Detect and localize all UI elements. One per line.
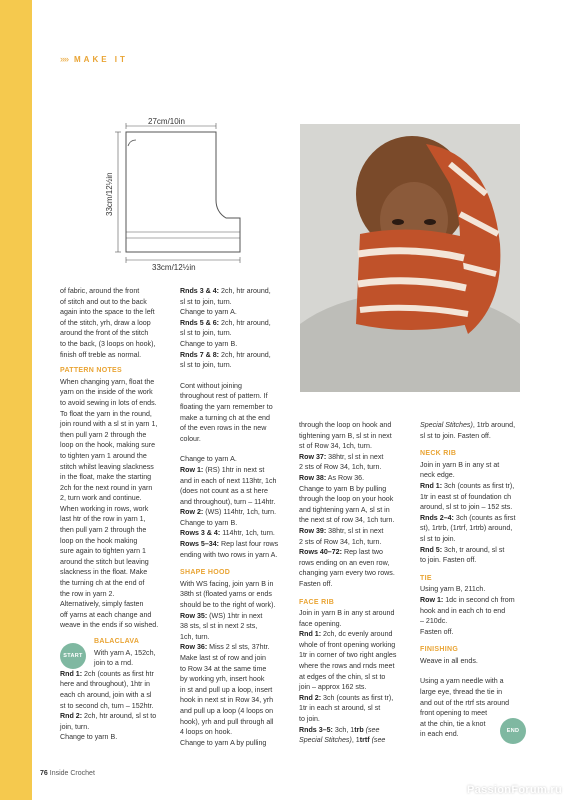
neck-rib-heading: NECK RIB: [420, 450, 457, 458]
text-line: and out of the rtrf sts around: [420, 698, 510, 707]
row-label: Rows 40–72:: [299, 548, 342, 557]
text-line: To float the yarn in the round,: [60, 409, 152, 418]
round-label: Rnds 3–5:: [299, 725, 333, 734]
text-line: sure again to tighten yarn 1: [60, 547, 146, 556]
text-line: loop on the hook, making sure: [60, 441, 156, 450]
row-label: Row 1:: [420, 595, 444, 604]
page-footer: [40, 770, 95, 777]
round-label: Rnd 1:: [420, 481, 443, 490]
text-line: again into the space to the left: [60, 308, 155, 317]
text-line: at the chin, tie a knot: [420, 719, 486, 728]
round-label: Rnd 1:: [299, 630, 322, 639]
text-line: [60, 711, 172, 722]
text-line: Make last st of row and join: [180, 654, 266, 662]
text-line: each ch around, join with a sl: [60, 690, 152, 699]
text-line: 1ch, turn.: [180, 632, 210, 641]
text-line: and pull up a loop (4 loops on: [180, 706, 274, 715]
text-line: Change to yarn B.: [180, 339, 238, 348]
text-line: finish off treble as normal.: [60, 350, 142, 359]
start-badge: START: [60, 643, 86, 669]
text-line: face opening.: [299, 619, 342, 628]
text-line: Alternatively, simply fasten: [60, 600, 144, 609]
text-line: large eye, thread the tie in: [420, 688, 503, 697]
text-line: Weave in all ends.: [420, 656, 478, 665]
text-line: here and throughout), 1htr in: [60, 680, 150, 689]
text-line: sl st to join.: [420, 534, 456, 543]
text-line: 2, turn work and continue.: [60, 494, 142, 503]
text-line: [420, 481, 530, 492]
text-line: [299, 547, 414, 558]
text-line: [420, 513, 530, 524]
text-line: [180, 611, 295, 622]
text-line: and throughout), turn – 114htr.: [180, 497, 276, 506]
end-badge: END: [500, 718, 526, 744]
page-number: 76: [40, 770, 48, 777]
text-line: 2ch for the next round in yarn: [60, 483, 153, 492]
text-line: weave in the ends if so wished.: [60, 621, 159, 630]
text-line: around, sl st to join – 152 sts.: [420, 503, 513, 512]
row-text: Rep last four rows: [219, 540, 279, 549]
text-line: Using yarn B, 211ch.: [420, 585, 486, 594]
schematic-top-label: 27cm/10in: [148, 117, 185, 126]
text-line: [299, 526, 414, 537]
text-line: Change to yarn B.: [60, 733, 118, 742]
text-line: 1tr in corner of two right angles: [299, 651, 397, 660]
text-line: neck edge.: [420, 471, 455, 480]
text-line: [180, 642, 295, 653]
text-line: [420, 595, 530, 606]
text-line: off yarns at each change and: [60, 610, 152, 619]
row-text: 38htr, sl st in next: [326, 452, 384, 461]
text-italic: Special Stitches): [420, 421, 473, 429]
text-line: [60, 669, 172, 680]
text-line: to join.: [299, 715, 320, 724]
round-label: Rnds 3 & 4:: [180, 287, 220, 295]
text-line: Change to yarn A.: [180, 308, 237, 317]
text-line: When changing yarn, float the: [60, 377, 155, 386]
text-line: in each end.: [420, 730, 459, 739]
text-line: join round with a sl st in yarn 1,: [60, 420, 158, 429]
row-text: (RS) 1htr in next st: [203, 465, 265, 474]
section-header: [60, 54, 128, 64]
text-line: [299, 452, 414, 463]
text-line: Change to yarn A by pulling: [180, 738, 267, 747]
text-line: last htr of the row in yarn 1,: [60, 515, 146, 524]
text-line: st to second ch, turn – 152htr.: [60, 701, 154, 710]
text-line: in the float, make the starting: [60, 473, 152, 482]
text-line: [180, 318, 295, 329]
text-line: where the rows and rnds meet: [299, 662, 395, 671]
row-label: Rows 3 & 4:: [180, 529, 221, 538]
text-line: Join in yarn B in any st at: [420, 460, 500, 469]
text-line: [180, 350, 295, 361]
text-line: then pull yarn 2 through the: [60, 430, 147, 439]
text-line: (does not count as a st here: [180, 487, 268, 496]
section-title: MAKE IT: [74, 54, 128, 64]
text-line: colour.: [180, 434, 201, 443]
text-line: [180, 286, 295, 297]
round-text: 2ch, htr around,: [219, 287, 271, 295]
text-line: yarn on the inside of the work: [60, 388, 153, 397]
column-3: [299, 420, 414, 746]
text-line: With WS facing, join yarn B in: [180, 579, 274, 588]
text-line: 1tr in east st of foundation ch: [420, 492, 512, 501]
text-line: of the stitch, yrh, draw a loop: [60, 318, 151, 327]
row-text: As Row 36.: [326, 473, 365, 482]
text-line: join, turn.: [60, 722, 90, 731]
text-line: ending with two rows in yarn A.: [180, 550, 278, 559]
round-text: (see: [363, 725, 380, 734]
text-line: 2 sts of Row 34, 1ch, turn.: [299, 537, 382, 546]
round-text: 2ch, htr around,: [219, 350, 271, 359]
text-line: hook in next st in Row 34, yrh: [180, 696, 274, 705]
round-label: Rnds 5 & 6:: [180, 318, 220, 327]
row-label: Row 36:: [180, 643, 208, 652]
text-line: [180, 507, 295, 518]
schematic-side-label: 33cm/12½in: [105, 172, 114, 216]
round-text: 2ch (counts as first htr: [82, 669, 154, 678]
stitch-abbrev: trtf: [359, 736, 370, 745]
column-4: [420, 420, 530, 740]
text-line: sl st to join, turn.: [180, 329, 232, 338]
text-line: [299, 725, 414, 736]
tie-heading: TIE: [420, 574, 432, 582]
text-line: whole of front opening working: [299, 640, 396, 649]
text-line: – 210dc.: [420, 617, 448, 626]
text-line: throughout rest of pattern. If: [180, 392, 268, 401]
round-label: Rnds 2–4:: [420, 513, 454, 522]
text-line: Change to yarn B by pulling: [299, 484, 387, 493]
row-text: 114htr, 1ch, turn.: [220, 529, 275, 538]
text-span: , 1trb around,: [472, 421, 516, 429]
column-2: [180, 286, 295, 748]
stitch-abbrev: trb: [354, 725, 364, 734]
text-line: join – approx 162 sts.: [299, 683, 367, 692]
text-line: hook), yrh and pull through all: [180, 717, 274, 726]
round-label: Rnd 5:: [420, 545, 443, 554]
row-text: Rep last two: [341, 548, 383, 557]
watermark: PassionForum.ru: [467, 784, 562, 796]
text-line: When working in rows, work: [60, 504, 149, 513]
row-text: (WS) 1htr in next: [207, 611, 263, 620]
text-line: and tightening yarn A, sl st in: [299, 505, 390, 514]
text-line: Using a yarn needle with a: [420, 677, 504, 686]
text-line: [299, 629, 414, 640]
round-text: Special Stitches): [299, 736, 352, 745]
text-line: st of Row 34, 1ch, turn.: [299, 442, 372, 451]
text-line: to avoid sewing in lots of ends.: [60, 398, 157, 407]
row-label: Row 39:: [299, 526, 327, 535]
text-line: hook and in each ch to end: [420, 606, 506, 615]
text-line: floating the yarn remember to: [180, 402, 273, 411]
row-label: Row 37:: [299, 452, 327, 461]
text-line: slackness in the float. Make: [60, 568, 148, 577]
text-line: loop on the hook making: [60, 536, 138, 545]
row-text: Miss 2 sl sts, 37htr.: [207, 643, 270, 652]
text-line: and in each of next 113htr, 1ch: [180, 476, 277, 485]
balaclava-section: [60, 637, 172, 669]
text-line: 4 loops on hook.: [180, 728, 233, 737]
row-text: (WS) 114htr, 1ch, turn.: [203, 508, 277, 517]
schematic-diagram: [90, 112, 280, 272]
round-text: 3ch, 1: [332, 725, 355, 734]
row-label: Rows 5–34:: [180, 540, 220, 549]
text-line: the turning ch at the end of: [60, 579, 145, 588]
text-line: should be to the right of work).: [180, 601, 276, 610]
row-label: Row 1:: [180, 465, 204, 474]
text-line: [420, 545, 530, 556]
text-line: Change to yarn A.: [180, 455, 237, 464]
text-line: of the even rows in the new: [180, 424, 267, 433]
text-line: Fasten off.: [299, 579, 333, 588]
text-line: st), 1rtrb, (1rtrf, 1rtrb) around,: [420, 524, 513, 533]
text-line: the row in yarn 2.: [60, 589, 115, 598]
text-line: through the loop on hook and: [299, 421, 392, 429]
text-line: Join in yarn B in any st around: [299, 609, 395, 618]
text-line: sl st to join. Fasten off.: [420, 431, 491, 440]
column-1: [60, 286, 172, 743]
text-line: sl st to join, turn.: [180, 297, 232, 306]
text-line: [420, 420, 530, 431]
row-label: Row 38:: [299, 473, 327, 482]
round-label: Rnds 7 & 8:: [180, 350, 220, 359]
round-text: 3ch (counts as first tr),: [442, 481, 515, 490]
text-line: Change to yarn B.: [180, 518, 238, 527]
text-line: make a turning ch at the end: [180, 413, 270, 422]
text-line: to tighten yarn 1 around the: [60, 451, 147, 460]
round-text: , 1: [351, 736, 360, 745]
balaclava-heading: BALACLAVA: [94, 638, 140, 645]
text-line: of stitch and out to the back: [60, 297, 147, 306]
round-text: (see: [369, 736, 386, 745]
round-text: 2ch, htr around,: [219, 318, 271, 327]
text-line: front opening to meet: [420, 709, 488, 718]
text-line: of fabric, around the front: [60, 287, 140, 295]
chevrons-icon: »»: [60, 54, 69, 64]
text-line: around the stitch but leaving: [60, 557, 149, 566]
text-line: 1tr in each st around, sl st: [299, 704, 381, 713]
text-line: to join. Fasten off.: [420, 556, 477, 565]
text-line: With yarn A, 152ch,: [94, 648, 156, 657]
text-line: around the front of the stitch: [60, 329, 149, 338]
schematic-bottom-label: 33cm/12½in: [152, 263, 196, 272]
round-text: 3ch (counts as first: [453, 513, 516, 522]
photo-illustration: [300, 124, 520, 392]
row-text: 38htr, sl st in next: [326, 526, 384, 535]
row-label: Row 35:: [180, 611, 208, 620]
text-line: through the loop on your hook: [299, 495, 394, 504]
text-line: changing yarn every two rows.: [299, 569, 395, 578]
shape-hood-heading: SHAPE HOOD: [180, 569, 231, 577]
text-line: [180, 539, 295, 550]
text-line: [299, 735, 414, 746]
text-line: tightening yarn B, sl st in next: [299, 431, 392, 440]
text-line: by working yrh, insert hook: [180, 675, 265, 684]
text-line: Cont without joining: [180, 381, 242, 390]
text-line: 38th st (floated yarns or ends: [180, 590, 272, 599]
round-text: 3ch, tr around, sl st: [442, 545, 505, 554]
pattern-notes-heading: PATTERN NOTES: [60, 367, 122, 375]
round-label: Rnd 2:: [60, 712, 83, 721]
text-line: 38 sts, sl st in next 2 sts,: [180, 622, 258, 631]
text-line: then pull yarn 2 through the: [60, 526, 147, 535]
round-text: 2ch, dc evenly around: [321, 630, 393, 639]
text-line: [180, 528, 295, 539]
text-line: [299, 473, 414, 484]
round-label: Rnd 2:: [299, 693, 322, 702]
text-line: in st and pull up a loop, insert: [180, 685, 273, 694]
text-line: join to a rnd.: [94, 659, 134, 668]
text-line: [299, 693, 414, 704]
round-text: 3ch (counts as first tr),: [321, 693, 394, 702]
row-label: Row 2:: [180, 508, 204, 517]
text-line: 2 sts of Row 34, 1ch, turn.: [299, 463, 382, 472]
text-line: to the back, (3 loops on hook),: [60, 339, 156, 348]
face-rib-heading: FACE RIB: [299, 598, 335, 606]
text-line: at edges of the chin, sl st to: [299, 672, 386, 681]
magazine-name: Inside Crochet: [49, 770, 95, 777]
round-text: 2ch, htr around, sl st to: [82, 712, 157, 721]
row-text: 1dc in second ch from: [443, 595, 515, 604]
finishing-heading: FINISHING: [420, 646, 459, 654]
model-photo: [300, 124, 520, 392]
text-line: [180, 465, 295, 476]
text-line: stitch whilst leaving slackness: [60, 462, 154, 471]
text-line: sl st to join, turn.: [180, 361, 232, 370]
text-line: the next st of row 34, 1ch turn.: [299, 516, 395, 525]
round-label: Rnd 1:: [60, 669, 83, 678]
text-line: rows ending on an even row,: [299, 558, 390, 567]
text-line: to Row 34 at the same time: [180, 664, 267, 673]
text-line: Fasten off.: [420, 627, 454, 636]
